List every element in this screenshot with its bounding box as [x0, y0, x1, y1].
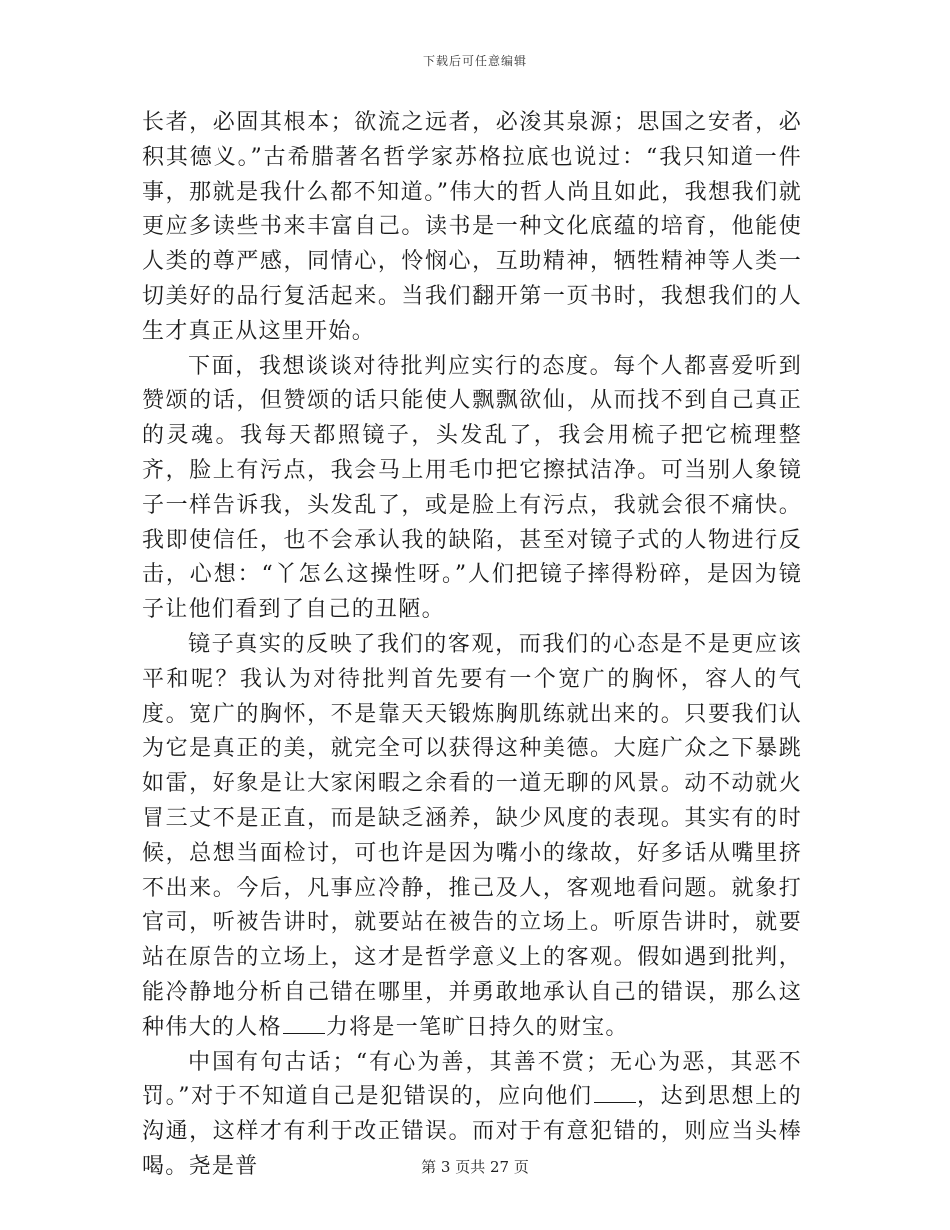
fill-in-blank-2: [594, 1082, 636, 1103]
page-header: 下载后可任意编辑: [422, 54, 527, 68]
paragraph-3-text-b: 力将是一笔旷日持久的财宝。: [325, 1014, 629, 1040]
paragraph-4-text-a: 中国有句古话；“有心为善，其善不赏；无心为恶，其恶不罚。”对于不知道自己是犯错误的，应向他们: [142, 1049, 802, 1110]
paragraph-1: 长者，必固其根本；欲流之远者，必浚其泉源；思国之安者，必积其德义。”古希腊著名哲学家苏格拉底也说过：“我只知道一件事，那就是我什么都不知道。”伟大的哲人尚且如此，我想我们就更应多读些书来丰富自己。读书是一种文化底蕴的培育，他能使人类的尊严感，同情心，怜悯心，互助精神，牺牲精神等人类一切美好的品行复活起来。当我们翻开第一页书时，我想我们的人生才真正从这里开始。: [142, 110, 802, 344]
paragraph-2: 下面，我想谈谈对待批判应实行的态度。每个人都喜爱听到赞颂的话，但赞颂的话只能使人飘飘欲仙，从而找不到自己真正的灵魂。我每天都照镜子，头发乱了，我会用梳子把它梳理整齐，脸上有污点，我会马上用毛巾把它擦拭洁净。可当别人象镜子一样告诉我，头发乱了，或是脸上有污点，我就会很不痛快。我即使信任，也不会承认我的缺陷，甚至对镜子式的人物进行反击，心想：“丫怎么这操性呀。”人们把镜子摔得粉碎，是因为镜子让他们看到了自己的丑陋。: [142, 353, 802, 623]
fill-in-blank-1: [283, 1013, 325, 1034]
paragraph-3: [142, 628, 802, 1046]
page-footer: 第 3 页共 27 页: [421, 1158, 529, 1176]
paragraph-3-text-a: 镜子真实的反映了我们的客观，而我们的心态是不是更应该平和呢？我认为对待批判首先要有一个宽广的胸怀，容人的气度。宽广的胸怀，不是靠天天锻炼胸肌练就出来的。只要我们认为它是真正的美，就完全可以获得这种美德。大庭广众之下暴跳如雷，好象是让大家闲暇之余看的一道无聊的风景。动不动就火冒三丈不是正直，而是缺乏涵养，缺少风度的表现。其实有的时候，总想当面检讨，可也许是因为嘴小的缘故，好多话从嘴里挤不出来。今后，凡事应冷静，推己及人，客观地看问题。就象打官司，听被告讲时，就要站在被告的立场上。听原告讲时，就要站在原告的立场上，这才是哲学意义上的客观。假如遇到批判，能冷静地分析自己错在哪里，并勇敢地承认自己的错误，那么这种伟大的人格: [142, 631, 802, 1040]
document-body: [142, 106, 802, 1185]
paragraph-4-text-b: ，达到思想上的沟通，这样才有利于改正错误。而对于有意犯错的，则应当头棒喝。尧是普: [142, 1084, 802, 1179]
